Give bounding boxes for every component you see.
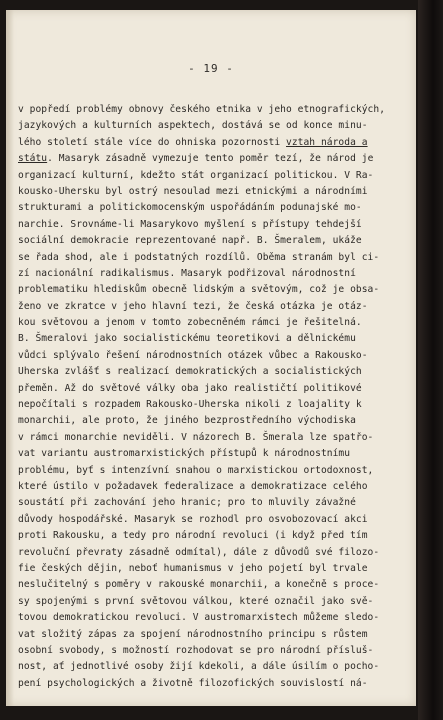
line-text: pení psychologických a životně filozofických souvislostí ná- bbox=[18, 677, 368, 689]
line-text: vat složitý zápas za spojení národnostního principu s růstem bbox=[18, 628, 368, 640]
text-line bbox=[18, 135, 408, 151]
line-text: přeměn. Až do světové války oba jako realističtí politikové bbox=[18, 382, 362, 394]
text-line bbox=[18, 151, 408, 167]
text-line bbox=[18, 495, 408, 511]
line-text: důvody hospodářské. Masaryk se rozhodl pro osvobozovací akci bbox=[18, 513, 368, 525]
line-text: proti Rakousku, a tedy pro národní revoluci (i když před tím bbox=[18, 530, 368, 542]
text-line bbox=[18, 512, 408, 528]
text-line bbox=[18, 118, 408, 134]
line-text: které ústilo v požadavek federalizace a demokratizace celého bbox=[18, 480, 368, 492]
text-line bbox=[18, 102, 408, 118]
line-text: vat variantu austromarxistických přístupů k národnostnímu bbox=[18, 448, 351, 460]
line-text: sociální demokracie reprezentované např. B. Šmeralem, ukáže bbox=[18, 235, 362, 247]
text-line bbox=[18, 348, 408, 364]
text-line bbox=[18, 217, 408, 233]
line-text: soustátí při zachování jeho hranic; pro to mluvily závažné bbox=[18, 497, 356, 509]
text-line bbox=[18, 200, 408, 216]
line-text: fie českých dějin, neboť humanismus v jeho pojetí byl trvale bbox=[18, 562, 368, 574]
text-line bbox=[18, 331, 408, 347]
text-line bbox=[18, 561, 408, 577]
text-line bbox=[18, 184, 408, 200]
text-line bbox=[18, 528, 408, 544]
line-text: se řada shod, ale i podstatných rozdílů. Oběma stranám byl ci- bbox=[18, 251, 380, 263]
line-text: nost, ať jednotlivé osoby žijí kdekoli, a dále úsilím o pocho- bbox=[18, 661, 380, 673]
line-text: vůdci splývalo řešení národnostních otázek vůbec a Rakousko- bbox=[18, 349, 368, 361]
desk-background bbox=[418, 0, 443, 720]
text-line bbox=[18, 479, 408, 495]
text-line bbox=[18, 594, 408, 610]
underlined-text: vztah národa a bbox=[286, 136, 368, 148]
line-text: revoluční převraty zásadně odmítal), dále z důvodů své filozo- bbox=[18, 546, 380, 558]
text-line bbox=[18, 381, 408, 397]
line-text: lého století stále více do ohniska pozornosti bbox=[18, 136, 286, 148]
text-line bbox=[18, 233, 408, 249]
text-line bbox=[18, 315, 408, 331]
text-line bbox=[18, 413, 408, 429]
line-text: problematiku hlediskům obecně lidským a světovým, což je obsa- bbox=[18, 284, 380, 296]
underlined-text: státu bbox=[18, 153, 48, 165]
line-text: jazykových a kulturních aspektech, dostává se od konce minu- bbox=[18, 120, 368, 132]
document-page bbox=[6, 10, 416, 706]
line-text: Uherska zvlášť s realizací demokratických a socialistických bbox=[18, 366, 362, 378]
line-text: ženo ve zkratce v jeho hlavní tezi, že česká otázka je otáz- bbox=[18, 300, 368, 312]
text-line bbox=[18, 299, 408, 315]
line-text: kousko-Uhersku byl ostrý nesoulad mezi etnickými a národními bbox=[18, 185, 368, 197]
body-text bbox=[18, 102, 408, 692]
line-text: narchie. Srovnáme-li Masarykovo myšlení s přístupy tehdejší bbox=[18, 218, 362, 230]
text-line bbox=[18, 397, 408, 413]
line-text: kou světovou a jenom v tomto zobecněném rámci je řešitelná. bbox=[18, 317, 362, 329]
line-text: organizací kulturní, kdežto stát organizací politickou. V Ra- bbox=[18, 169, 374, 181]
text-line bbox=[18, 676, 408, 692]
text-line bbox=[18, 659, 408, 675]
line-text: nepočítali s rozpadem Rakousko-Uherska nikoli z loajality k bbox=[18, 399, 362, 411]
line-text: neslučitelný s poměry v rakouské monarchii, a konečně s proce- bbox=[18, 579, 380, 591]
text-line bbox=[18, 250, 408, 266]
text-line bbox=[18, 282, 408, 298]
text-line bbox=[18, 610, 408, 626]
text-line bbox=[18, 643, 408, 659]
line-text: zí nacionální radikalismus. Masaryk podřizoval národnostní bbox=[18, 267, 356, 279]
text-line bbox=[18, 168, 408, 184]
text-line bbox=[18, 627, 408, 643]
line-text: osobní svobody, s možností rozhodovat se pro národní přísluš- bbox=[18, 644, 374, 656]
line-text: B. Šmeralovi jako socialistickému teoretikovi a dělnickému bbox=[18, 333, 356, 345]
page-binding-edge bbox=[6, 10, 14, 706]
text-line bbox=[18, 266, 408, 282]
text-line bbox=[18, 430, 408, 446]
text-line bbox=[18, 463, 408, 479]
page-number: - 19 - bbox=[188, 62, 234, 75]
line-text: problému, byť s intenzívní snahou o marxistickou ortodoxnost, bbox=[18, 464, 374, 476]
text-line bbox=[18, 545, 408, 561]
text-line bbox=[18, 446, 408, 462]
text-line bbox=[18, 364, 408, 380]
line-text: . Masaryk zásadně vymezuje tento poměr tezí, že národ je bbox=[47, 153, 374, 165]
line-text: v rámci monarchie neviděli. V názorech B. Šmerala lze spatřo- bbox=[18, 431, 374, 443]
line-text: monarchii, ale proto, že jiného bezprostředního východiska bbox=[18, 415, 356, 427]
line-text: strukturami a politickomocenským uspořádáním podunajské mo- bbox=[18, 202, 362, 214]
line-text: sy spojenými s první světovou válkou, které označil jako svě- bbox=[18, 595, 374, 607]
text-line bbox=[18, 577, 408, 593]
line-text: tovou demokratickou revoluci. V austromarxistech můžeme sledo- bbox=[18, 612, 380, 624]
line-text: v popředí problémy obnovy českého etnika v jeho etnografických, bbox=[18, 104, 386, 115]
